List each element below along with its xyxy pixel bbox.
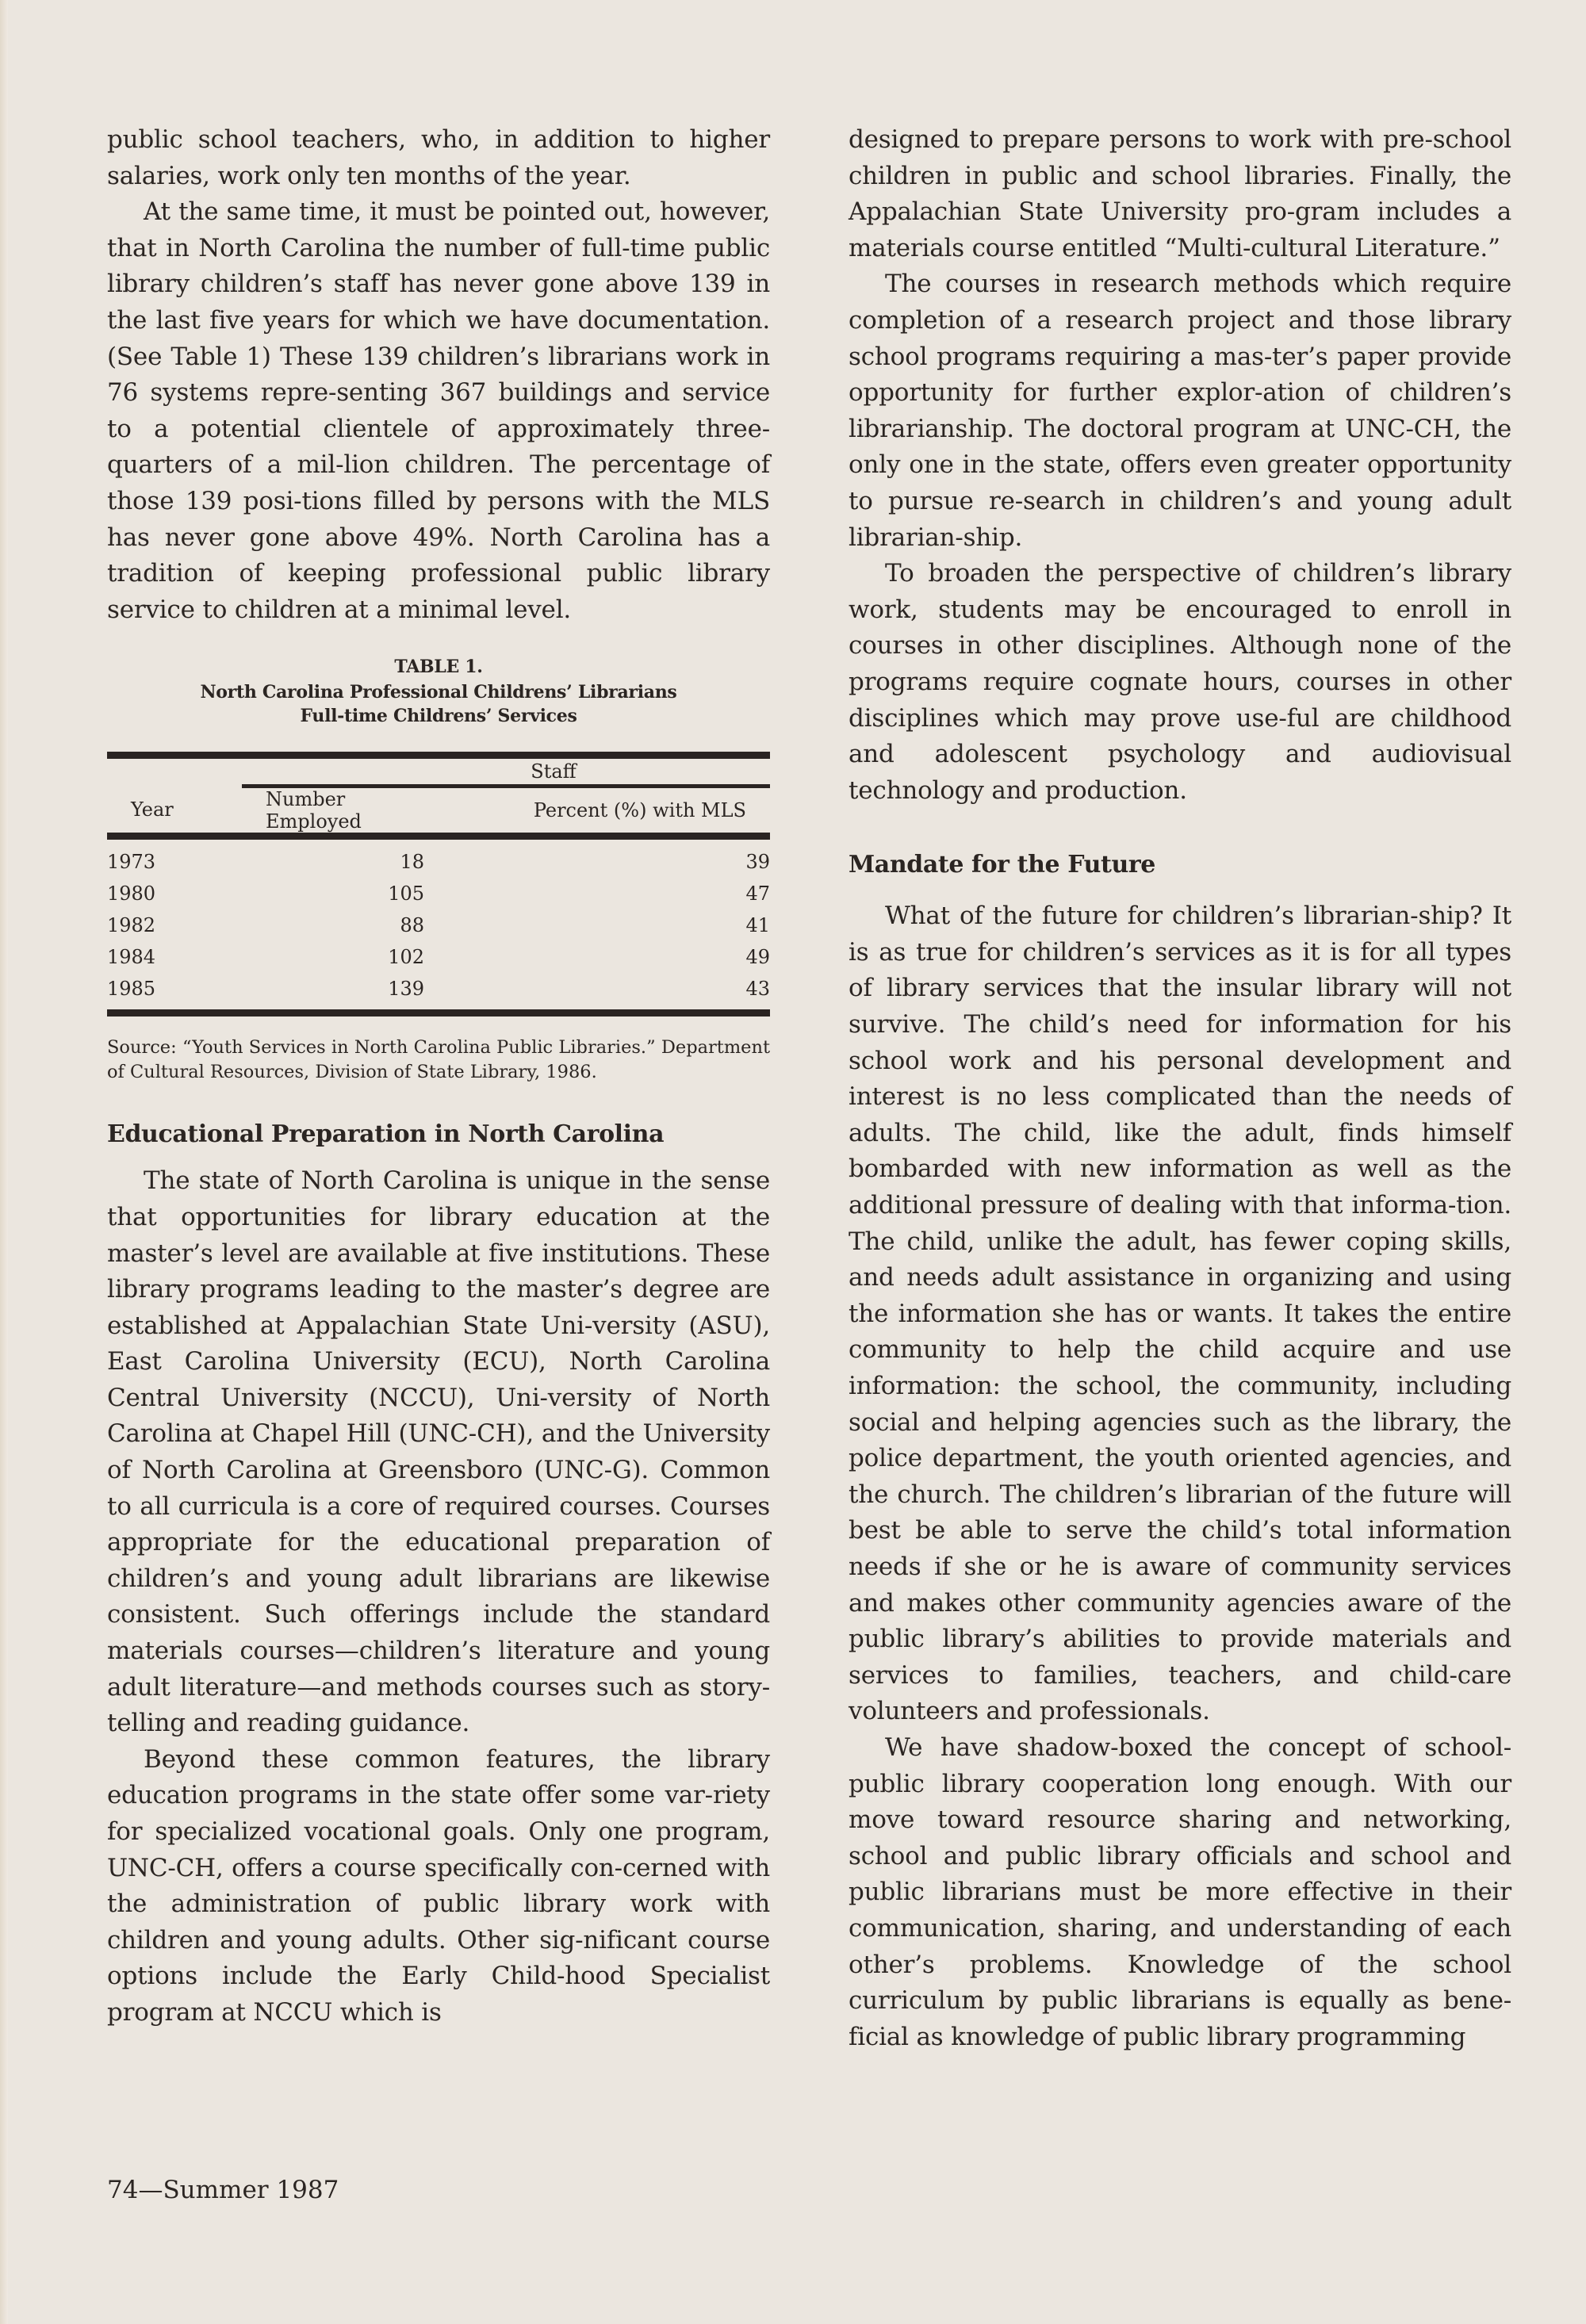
table-title-line2: Full-time Childrens’ Services (300, 706, 577, 727)
paragraph-continued-right: designed to prepare persons to work with pre-school children in public and school libraries. Finally, the Appalachian State University pro-gram includes a materials course entitled “Multi-cultural Literature.” (849, 125, 1511, 262)
cell-number: 139 (388, 978, 424, 1001)
table-row (107, 909, 770, 941)
staff-table (107, 752, 770, 1017)
page-footer-folio: 74—Summer 1987 (107, 2176, 339, 2204)
paragraph-continued: public school teachers, who, in addition to higher salaries, work only ten months of the year. (107, 125, 770, 190)
table-title-line1: North Carolina Professional Childrens’ Librarians (200, 682, 677, 703)
paragraph-future-childrens-librarianship: What of the future for children’s librarian-ship? It is as true for children’s services as it is for all types of library services that the insular library will not survive. The child’s need for information for his school work and his personal development and interest is no less complicated than the needs of adults. The child, like the adult, finds himself bombarded with new information as well as the additional pressure of dealing with that informa-tion. The child, unlike the adult, has fewer coping skills, and needs adult assistance in organizing and using the information she has or wants. It takes the entire community to help the child acquire and use information: the school, the community, including social and helping agencies such as the library, the police department, the youth oriented agencies, and the church. The children’s librarian of the future will best be able to serve the child’s total information needs if she or he is aware of community services and makes other community agencies aware of the public library’s abilities to provide materials and services to families, teachers, and child-care volunteers and professionals. (849, 902, 1511, 1726)
paragraph-school-public-cooperation: We have shadow-boxed the concept of school-public library cooperation long enough. With our move toward resource sharing and networking, school and public library officials and school and public librarians must be more effective in their communication, sharing, and understanding of each other’s problems. Knowledge of the school curriculum by public librarians is equally as bene-ficial as knowledge of public library programming (849, 1732, 1511, 2051)
cell-number: 102 (388, 946, 424, 969)
table-row (107, 973, 770, 1013)
cell-percent: 41 (745, 914, 770, 937)
paragraph-staff-count: At the same time, it must be pointed out, however, that in North Carolina the number of full-time public library children’s staff has never gone above 139 in the last five years for which we have documentation. (See Table 1) These 139 children’s librarians work in 76 systems repre-senting 367 buildings and service to a potential clientele of approximately three-quarters of a mil-lion children. The percentage of those 139 posi-tions filled by persons with the MLS has never gone above 49%. North Carolina has a tradition of keeping professional public library service to children at a minimal level. (107, 197, 770, 624)
paragraph-specialized-goals: Beyond these common features, the library education programs in the state offer some var-riety for specialized vocational goals. Only one program, UNC-CH, offers a course specifically con-cerned with the administration of public library work with children and young adults. Other sig-nificant course options include the Early Child-hood Specialist program at NCCU which is (107, 1744, 770, 2027)
cell-percent: 49 (745, 946, 770, 969)
table-bottom-rule (107, 1013, 770, 1017)
cell-year: 1982 (107, 914, 156, 937)
group-header-staff: Staff (531, 760, 577, 783)
section-heading-educational-preparation: Educational Preparation in North Carolina (107, 1120, 665, 1149)
paragraph-research-methods: The courses in research methods which require completion of a research project and those library school programs requiring a mas-ter’s paper provide opportunity for further explor-ation of children’s librarianship. The doctoral program at UNC-CH, the only one in the state, offers even greater opportunity to pursue re-search in children’s and young adult librarian-ship. (849, 270, 1511, 552)
cell-year: 1985 (107, 978, 156, 1001)
table-source-note: Source: “Youth Services in North Carolina Public Libraries.” Department of Cultural Resources, Division of State Library, 1986. (107, 1037, 770, 1083)
cell-year: 1984 (107, 946, 156, 969)
table-row (107, 878, 770, 909)
table-label: TABLE 1. (394, 657, 483, 678)
cell-number: 88 (400, 914, 424, 937)
section-heading-mandate-future: Mandate for the Future (849, 851, 1155, 879)
cell-percent: 43 (745, 978, 770, 1001)
table-header-row (107, 787, 770, 837)
cell-percent: 47 (745, 883, 770, 905)
paragraph-broaden-perspective: To broaden the perspective of children’s library work, students may be encouraged to enroll in courses in other disciplines. Although none of the programs require cognate hours, courses in other disciplines which may prove use-ful are childhood and adolescent psychology and audiovisual technology and production. (849, 559, 1511, 805)
table-group-header-row (107, 756, 770, 787)
cell-number: 18 (400, 851, 424, 874)
col-header-percent-mls: Percent (%) with MLS (424, 787, 770, 837)
cell-year: 1980 (107, 883, 156, 905)
right-column (849, 122, 1511, 2055)
cell-percent: 39 (745, 851, 770, 874)
cell-number: 105 (388, 883, 424, 905)
left-column (107, 122, 770, 2031)
paragraph-five-institutions: The state of North Carolina is unique in the sense that opportunities for library education at the master’s level are available at five institutions. These library programs leading to the master’s degree are established at Appalachian State Uni-versity (ASU), East Carolina University (ECU), North Carolina Central University (NCCU), Uni-versity of North Carolina at Chapel Hill (UNC-CH), and the University of North Carolina at Greensboro (UNC-G). Common to all curricula is a core of required courses. Courses appropriate for the educational preparation of children’s and young adult librarians are likewise consistent. Such offerings include the standard materials courses—children’s literature and young adult literature—and methods courses such as story-telling and reading guidance. (107, 1166, 770, 1738)
table-row (107, 837, 770, 879)
col-header-year: Year (131, 798, 174, 821)
table-1 (107, 655, 770, 1085)
cell-year: 1973 (107, 851, 156, 874)
col-header-number-employed: Number Employed (242, 787, 424, 837)
page-binding-edge (0, 0, 8, 2324)
table-row (107, 941, 770, 973)
